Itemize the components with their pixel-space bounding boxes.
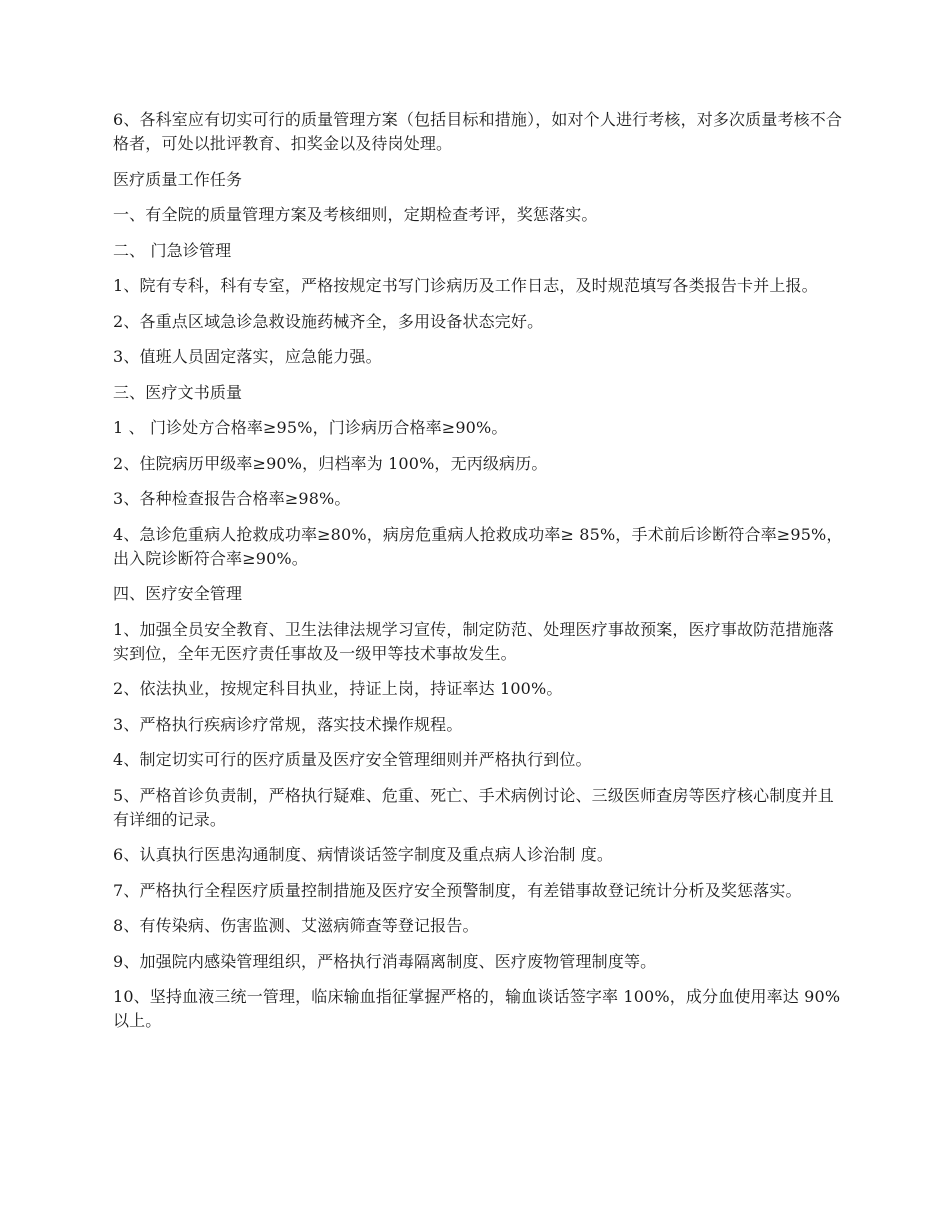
paragraph-records-3: 3、各种检查报告合格率≥98%。 bbox=[113, 489, 351, 508]
paragraph-item-6-quality-plan: 6、各科室应有切实可行的质量管理方案（包括目标和措施），如对个人进行考核，对多次质量考核不合格者，可处以批评教育、扣奖金以及待岗处理。 bbox=[113, 110, 843, 153]
paragraph-outpatient-1: 1、院有专科，科有专室，严格按规定书写门诊病历及工作日志，及时规范填写各类报告卡并上报。 bbox=[113, 276, 818, 295]
section-two-heading: 二、 门急诊管理 bbox=[113, 240, 232, 260]
section-three-heading: 三、医疗文书质量 bbox=[113, 382, 243, 402]
paragraph-safety-1: 1、加强全员安全教育、卫生法律法规学习宣传，制定防范、处理医疗事故预案，医疗事故防范措施落实到位，全年无医疗责任事故及一级甲等技术事故发生。 bbox=[113, 619, 834, 663]
section-one: 一、有全院的质量管理方案及考核细则，定期检查考评，奖惩落实。 bbox=[113, 205, 598, 224]
paragraph-safety-8: 8、有传染病、伤害监测、艾滋病筛查等登记报告。 bbox=[113, 916, 479, 935]
paragraph-records-1: 1 、 门诊处方合格率≥95%，门诊病历合格率≥90%。 bbox=[113, 418, 508, 437]
section-heading-quality-tasks: 医疗质量工作任务 bbox=[113, 169, 243, 189]
paragraph-safety-3: 3、严格执行疾病诊疗常规，落实技术操作规程。 bbox=[113, 714, 463, 734]
paragraph-safety-7: 7、严格执行全程医疗质量控制措施及医疗安全预警制度，有差错事故登记统计分析及奖惩落实。 bbox=[113, 880, 802, 900]
paragraph-outpatient-3: 3、值班人员固定落实，应急能力强。 bbox=[113, 347, 382, 366]
paragraph-safety-6: 6、认真执行医患沟通制度、病情谈话签字制度及重点病人诊治制 度。 bbox=[113, 845, 614, 864]
paragraph-outpatient-2: 2、各重点区域急诊急救设施药械齐全，多用设备状态完好。 bbox=[113, 311, 544, 331]
paragraph-safety-4: 4、制定切实可行的医疗质量及医疗安全管理细则并严格执行到位。 bbox=[113, 750, 592, 769]
section-four-heading: 四、医疗安全管理 bbox=[113, 584, 243, 603]
paragraph-safety-9: 9、加强院内感染管理组织，严格执行消毒隔离制度、医疗废物管理制度等。 bbox=[113, 951, 657, 971]
paragraph-records-4: 4、急诊危重病人抢救成功率≥80%，病房危重病人抢救成功率≥ 85%，手术前后诊断符合率≥95%，出入院诊断符合率≥90%。 bbox=[113, 524, 843, 568]
document-body bbox=[113, 108, 843, 1045]
paragraph-safety-10: 10、坚持血液三统一管理，临床输血指征掌握严格的，输血谈话签字率 100%，成分血使用率达 90%以上。 bbox=[113, 987, 841, 1030]
paragraph-safety-5: 5、严格首诊负责制，严格执行疑难、危重、死亡、手术病例讨论、三级医师查房等医疗核心制度并且有详细的记录。 bbox=[113, 785, 834, 829]
paragraph-records-2: 2、住院病历甲级率≥90%，归档率为 100%，无丙级病历。 bbox=[113, 453, 548, 473]
paragraph-safety-2: 2、依法执业，按规定科目执业，持证上岗，持证率达 100%。 bbox=[113, 679, 563, 698]
